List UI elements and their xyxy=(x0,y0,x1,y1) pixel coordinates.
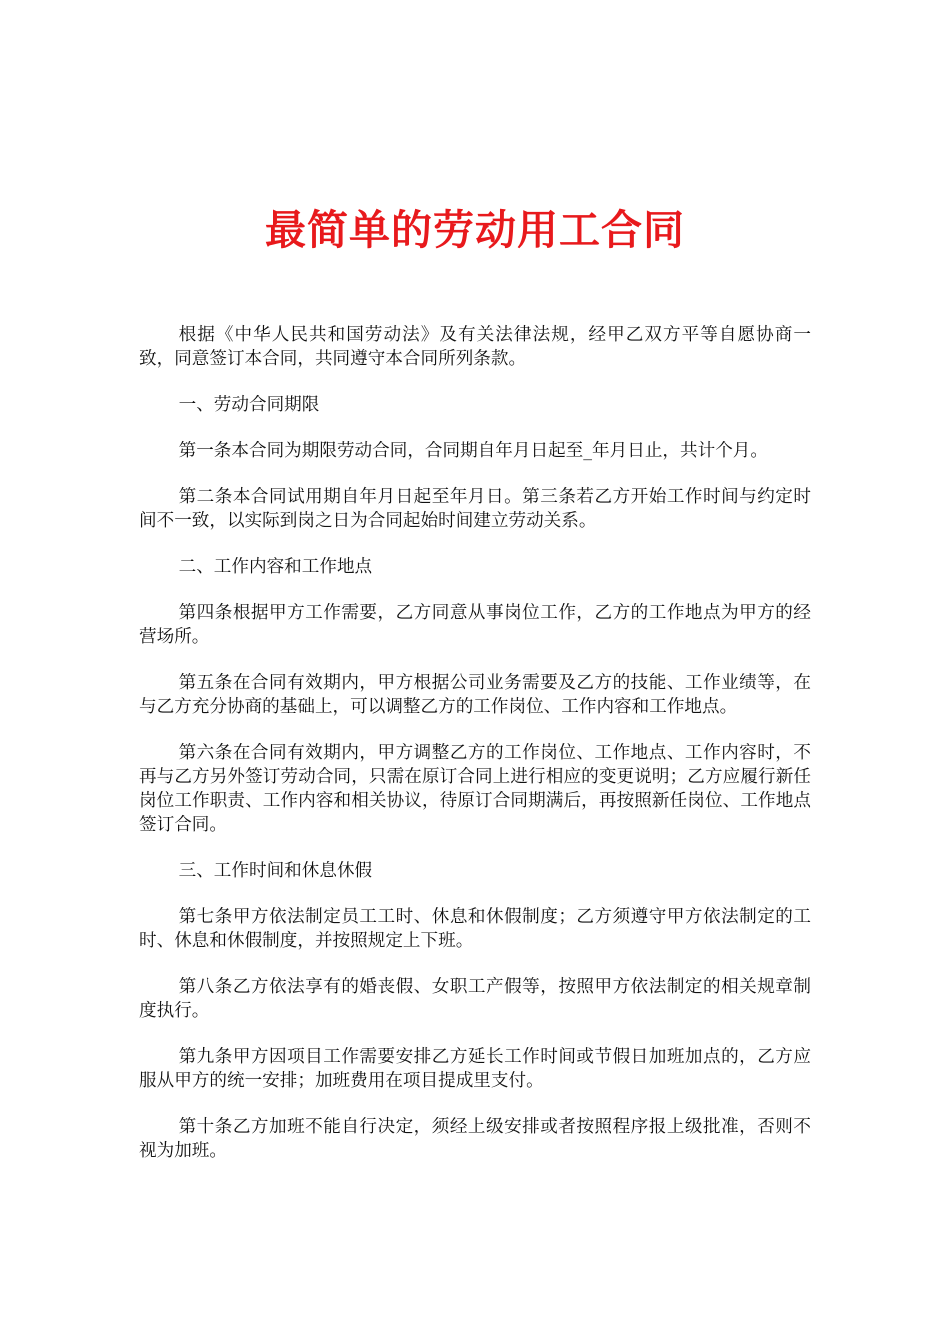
document-title: 最简单的劳动用工合同 xyxy=(265,206,685,254)
section-heading-1: 一、劳动合同期限 xyxy=(178,395,320,415)
clause-1: 第一条本合同为期限劳动合同，合同期自年月日起至_年月日止，共计个月。 xyxy=(178,441,768,461)
clause-8: 第八条乙方依法享有的婚丧假、女职工产假等，按照甲方依法制定的相关规章制度执行。 xyxy=(139,977,811,1021)
document-body xyxy=(139,323,811,1185)
intro-paragraph: 根据《中华人民共和国劳动法》及有关法律法规，经甲乙双方平等自愿协商一致，同意签订本合同，共同遵守本合同所列条款。 xyxy=(139,325,811,369)
clause-2-3: 第二条本合同试用期自年月日起至年月日。第三条若乙方开始工作时间与约定时间不一致，以实际到岗之日为合同起始时间建立劳动关系。 xyxy=(139,487,811,531)
clause-7: 第七条甲方依法制定员工工时、休息和休假制度；乙方须遵守甲方依法制定的工时、休息和休假制度，并按照规定上下班。 xyxy=(139,907,811,951)
clause-5: 第五条在合同有效期内，甲方根据公司业务需要及乙方的技能、工作业绩等，在与乙方充分协商的基础上，可以调整乙方的工作岗位、工作内容和工作地点。 xyxy=(139,673,811,717)
clause-6: 第六条在合同有效期内，甲方调整乙方的工作岗位、工作地点、工作内容时，不再与乙方另外签订劳动合同，只需在原订合同上进行相应的变更说明；乙方应履行新任岗位工作职责、工作内容和相关协议，待原订合同期满后，再按照新任岗位、工作地点签订合同。 xyxy=(139,743,811,835)
clause-4: 第四条根据甲方工作需要，乙方同意从事岗位工作，乙方的工作地点为甲方的经营场所。 xyxy=(139,603,811,647)
clause-9: 第九条甲方因项目工作需要安排乙方延长工作时间或节假日加班加点的，乙方应服从甲方的统一安排；加班费用在项目提成里支付。 xyxy=(139,1047,811,1091)
section-heading-3: 三、工作时间和休息休假 xyxy=(178,861,373,881)
section-heading-2: 二、工作内容和工作地点 xyxy=(178,557,373,577)
clause-10: 第十条乙方加班不能自行决定，须经上级安排或者按照程序报上级批准，否则不视为加班。 xyxy=(139,1117,811,1161)
